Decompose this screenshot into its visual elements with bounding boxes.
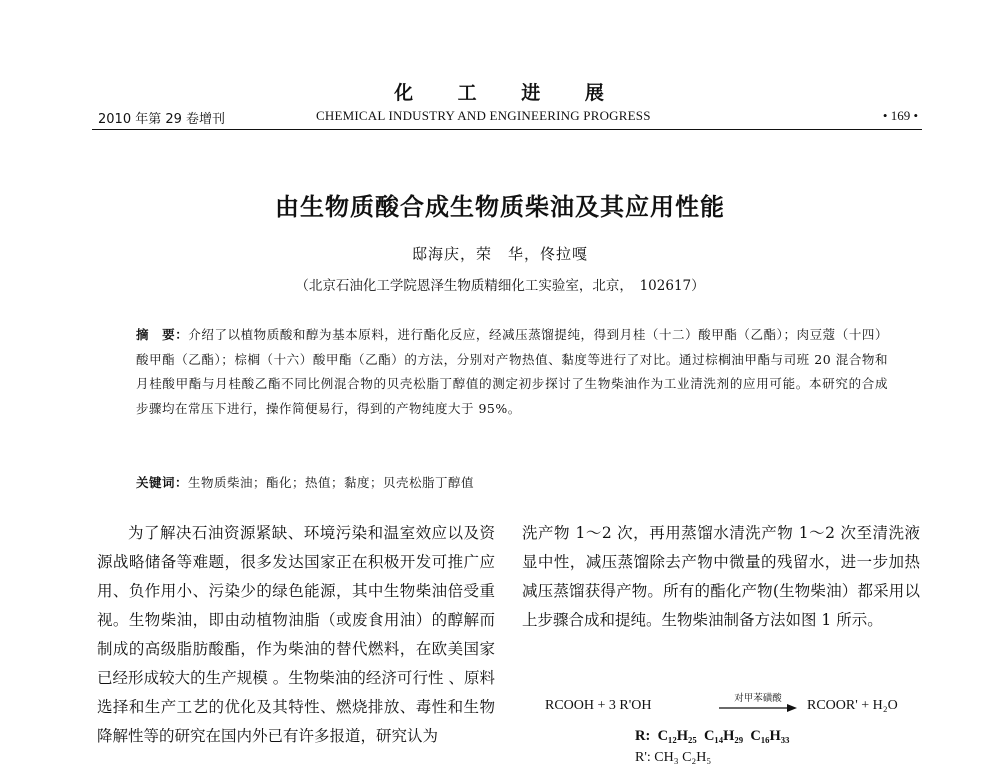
r-group: C₁₄H₂₉ <box>703 728 744 744</box>
article-authors: 邸海庆，荣 华，佟拉嘎 <box>411 245 588 263</box>
header-rule <box>92 129 922 130</box>
body-right-column: 洗产物 1～2 次，再用蒸馏水清洗产物 1～2 次至清洗液显中性，减压蒸馏除去产物中微量的残留水，进一步加热减压蒸馏获得产物。所有的酯化产物(生物柴油）都采用以上步骤合成和提纯。生物柴油制备方法如图 1 所示。 <box>522 524 920 629</box>
keywords-label: 关键词： <box>136 475 189 490</box>
r-group: C₁₂H₂₅ <box>657 728 697 744</box>
page-number: • 169 • <box>882 108 918 123</box>
article-title: 由生物质酸合成生物质柴油及其应用性能 <box>275 193 725 221</box>
journal-title-en: CHEMICAL INDUSTRY AND ENGINEERING PROGRESS <box>316 108 651 123</box>
reaction-products: RCOOR' + H₂O <box>807 698 898 713</box>
reaction-arrow <box>717 692 799 718</box>
article-affiliation: （北京石油化工学院恩泽生物质精细化工实验室，北京， 102617） <box>295 278 705 294</box>
journal-title-cn: 化 工 进 展 <box>394 82 606 104</box>
r-group: C₁₆H₃₃ <box>750 728 790 744</box>
r-group-list <box>635 728 789 745</box>
body-left-column: 为了解决石油资源紧缺、环境污染和温室效应以及资源战略储备等难题，很多发达国家正在积极开发可推广应用、负作用小、污染少的绿色能源，其中生物柴油倍受重视。生物柴油，即由动植物油脂（或废食用油）的醇解而制成的高级脂肪酸酯，作为柴油的替代燃料，在欧美国家已经形成较大的生产规模 。生物柴油的经济可行性 、原料选择和生产工艺的优化及其特性、燃烧排放、毒性和生物降解性等的研究在国内外已有许多报道，研究认为 <box>97 524 495 745</box>
reaction-reactants: RCOOH + 3 R'OH <box>545 698 652 713</box>
keywords-text: 生物质柴油；酯化；热值；黏度；贝壳松脂丁醇值 <box>188 475 475 490</box>
r-label: R: <box>635 728 651 744</box>
r-prime-partial: R': CH₃ C₂H₅ <box>635 750 712 765</box>
issue-info: 2010 年第 29 卷增刊 <box>98 112 226 127</box>
abstract-text: 介绍了以植物质酸和醇为基本原料，进行酯化反应，经减压蒸馏提纯，得到月桂（十二）酸甲酯（乙酯）；肉豆蔻（十四）酸甲酯（乙酯）；棕榈（十六）酸甲酯（乙酯）的方法，分别对产物热值、黏度等进行了对比。通过棕榈油甲酯与司班 20 混合物和月桂酸甲酯与月桂酸乙酯不同比例混合物的贝壳松脂丁醇值的测定初步探讨了生物柴油作为工业清洗剂的应用可能。本研究的合成步骤均在常压下进行，操作简便易行，得到的产物纯度大于 95%。 <box>136 327 888 416</box>
keywords <box>136 473 888 491</box>
abstract <box>136 323 888 421</box>
reaction-catalyst: 对甲苯磺酸 <box>734 693 782 704</box>
running-header <box>92 108 920 130</box>
reaction-equation <box>545 692 905 722</box>
abstract-label: 摘 要： <box>136 327 189 342</box>
